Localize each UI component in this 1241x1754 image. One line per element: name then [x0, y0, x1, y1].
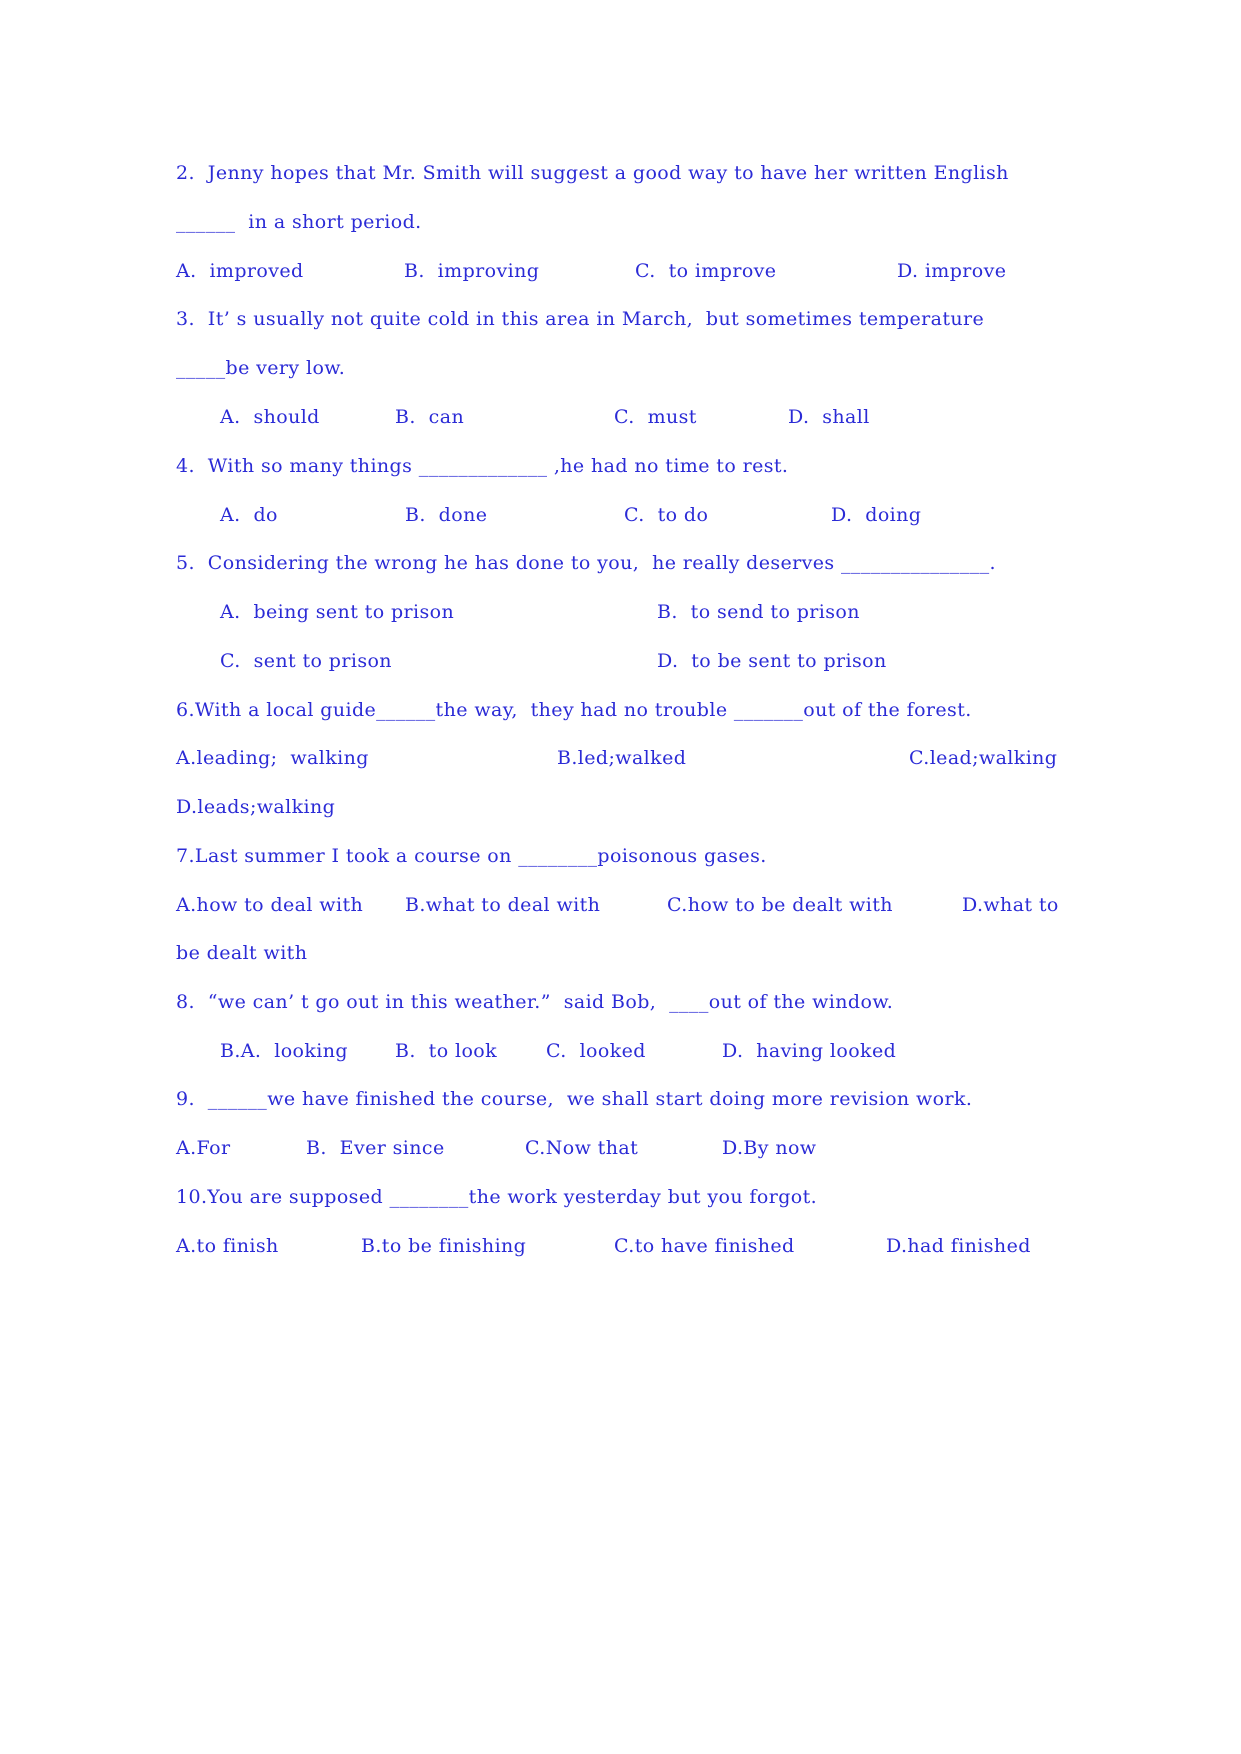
- question-10-option-a: A.to finish: [176, 1235, 279, 1257]
- question-3-option-b: B. can: [395, 406, 465, 428]
- question-7-option-c: C.how to be dealt with: [667, 894, 893, 916]
- question-9-stem-line-1: 9. ______we have finished the course, we shall start doing more revision work.: [176, 1088, 973, 1110]
- question-3-option-d: D. shall: [788, 406, 870, 428]
- question-5-stem-line-1: 5. Considering the wrong he has done to you, he really deserves _______________.: [176, 552, 996, 574]
- question-10-option-d: D.had finished: [886, 1235, 1031, 1257]
- question-8-option-b: B. to look: [395, 1040, 498, 1062]
- question-5-option-c: C. sent to prison: [220, 650, 392, 672]
- question-2-option-a: A. improved: [176, 260, 304, 282]
- question-4-option-a: A. do: [220, 504, 278, 526]
- question-5-option-b: B. to send to prison: [657, 601, 860, 623]
- question-8-option-d: D. having looked: [722, 1040, 897, 1062]
- question-7-option-a: A.how to deal with: [176, 894, 364, 916]
- question-4-option-d: D. doing: [831, 504, 922, 526]
- question-2-stem-line-1: 2. Jenny hopes that Mr. Smith will suggest a good way to have her written English: [176, 162, 1009, 184]
- question-3-option-c: C. must: [614, 406, 697, 428]
- question-8-stem-line-1: 8. “we can’ t go out in this weather.” said Bob, ____out of the window.: [176, 991, 894, 1013]
- question-9-option-a: A.For: [176, 1137, 231, 1159]
- question-10-stem-line-1: 10.You are supposed ________the work yesterday but you forgot.: [176, 1186, 818, 1208]
- question-3-stem-line-2: _____be very low.: [176, 357, 346, 379]
- question-9-option-b: B. Ever since: [306, 1137, 445, 1159]
- question-5-option-a: A. being sent to prison: [220, 601, 455, 623]
- question-6-stem-line-1: 6.With a local guide______the way, they had no trouble _______out of the forest.: [176, 699, 972, 721]
- question-6-option-c: C.lead;walking: [909, 747, 1058, 769]
- question-7-stem-line-1: 7.Last summer I took a course on ________poisonous gases.: [176, 845, 767, 867]
- question-2-option-b: B. improving: [404, 260, 540, 282]
- question-5-option-d: D. to be sent to prison: [657, 650, 887, 672]
- question-2-option-d: D. improve: [897, 260, 1007, 282]
- question-2-stem-line-2: ______ in a short period.: [176, 211, 422, 233]
- question-4-stem-line-1: 4. With so many things _____________ ,he had no time to rest.: [176, 455, 789, 477]
- question-6-option-a: A.leading; walking: [176, 747, 369, 769]
- question-6-option-d: D.leads;walking: [176, 796, 336, 818]
- question-7-option-d: D.what to: [962, 894, 1059, 916]
- question-4-option-b: B. done: [405, 504, 488, 526]
- question-7-option-d-continued: be dealt with: [176, 942, 308, 964]
- question-3-stem-line-1: 3. It’ s usually not quite cold in this area in March, but sometimes temperature: [176, 308, 985, 330]
- question-4-option-c: C. to do: [624, 504, 709, 526]
- question-6-option-b: B.led;walked: [557, 747, 687, 769]
- question-10-option-c: C.to have finished: [614, 1235, 795, 1257]
- question-7-option-b: B.what to deal with: [405, 894, 601, 916]
- question-8-option-c: C. looked: [546, 1040, 646, 1062]
- question-8-option-a: B.A. looking: [220, 1040, 348, 1062]
- question-9-option-c: C.Now that: [525, 1137, 639, 1159]
- question-3-option-a: A. should: [220, 406, 320, 428]
- question-2-option-c: C. to improve: [635, 260, 777, 282]
- question-10-option-b: B.to be finishing: [361, 1235, 527, 1257]
- question-9-option-d: D.By now: [722, 1137, 817, 1159]
